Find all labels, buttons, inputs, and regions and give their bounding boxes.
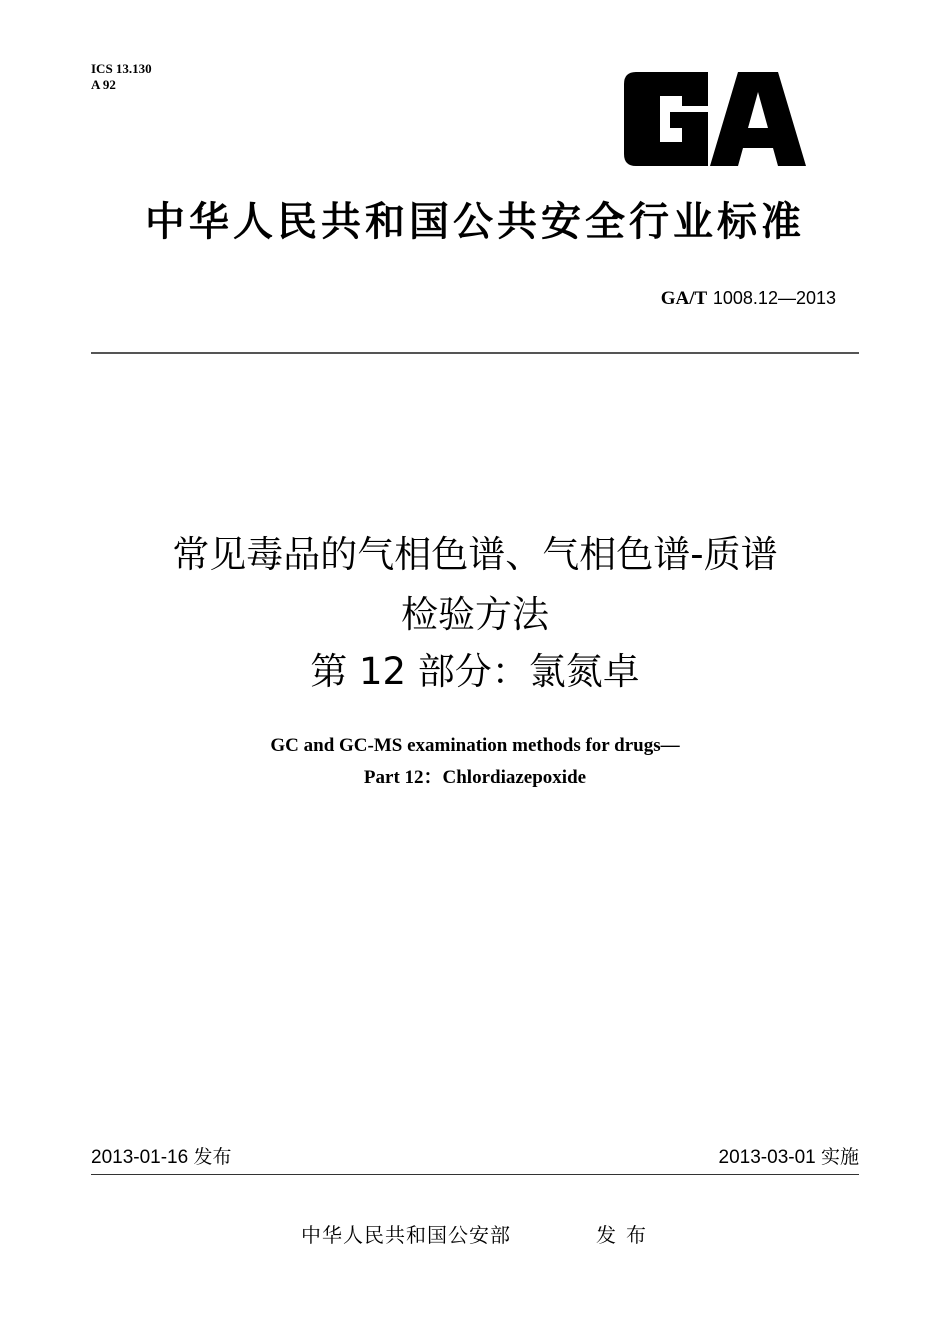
ga-logo-g [624,72,708,166]
implementation-date: 2013-03-01 实施 [718,1147,859,1168]
ccs-code: A 92 [91,77,116,92]
cn-title-line1: 常见毒品的气相色谱、气相色谱-质谱 [172,533,778,576]
ics-code: ICS 13.130 [91,61,152,76]
footer-divider [91,1174,859,1175]
en-title-line1: GC and GC-MS examination methods for drugs— [270,735,680,756]
publisher: 中华人民共和国公安部 [301,1223,511,1247]
header-divider [91,352,859,354]
standard-number-value: 1008.12—2013 [712,288,836,308]
issue-date: 2013-01-16 发布 [91,1147,232,1168]
en-title-line2: Part 12：Chlordiazepoxide [363,767,587,788]
classification-codes [91,61,152,93]
standard-number-prefix: GA/T [660,288,708,309]
standard-number [661,287,836,310]
publish-label: 发布 [596,1223,656,1247]
cn-title-line3: 第 12 部分：氯氮卓 [310,650,640,693]
ga-logo-a [710,72,806,166]
standard-category-title: 中华人民共和国公共安全行业标准 [145,199,805,245]
ga-logo [624,72,806,166]
cn-title-line2: 检验方法 [401,593,549,636]
